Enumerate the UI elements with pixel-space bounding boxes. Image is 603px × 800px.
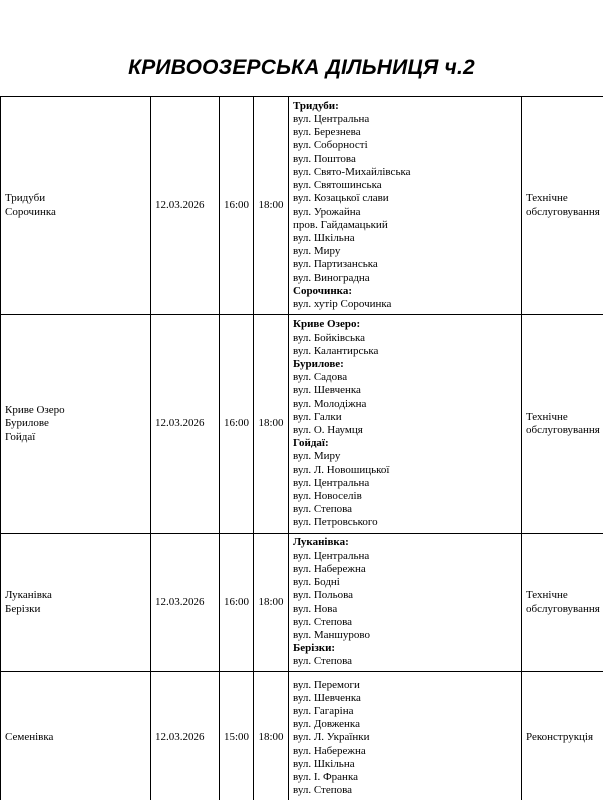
outage-schedule-table [0,96,603,800]
work-type-cell [522,315,603,534]
street-item: вул. Нова [293,602,338,615]
end-time-cell: 18:00 [254,315,289,534]
work-type-text: Технічне [526,589,568,602]
street-item: вул. Бойківська [293,331,366,344]
work-type-text: Реконструкція [526,731,594,744]
table-row [1,315,603,534]
street-item: вул. Шевченка [293,384,361,397]
settlements-cell [1,315,151,534]
work-type-cell [522,534,603,672]
street-item: вул. Степова [293,503,353,516]
date-cell: 12.03.2026 [151,97,220,315]
street-item: вул. Миру [293,450,341,463]
start-time-cell: 15:00 [220,672,254,800]
street-item: вул. Набережна [293,562,366,575]
work-type-cell [522,97,603,315]
table-row [1,97,603,315]
street-item: вул. Шевченка [293,691,361,704]
street-item: вул. хутір Сорочинка [293,297,392,310]
start-time-cell: 16:00 [220,97,254,315]
settlement-name: Сорочинка [5,205,56,218]
street-item: вул. Л. Українки [293,731,370,744]
street-item: вул. Бодні [293,576,340,589]
settlement-heading: Берізки: [293,642,336,655]
street-item: вул. Центральна [293,549,370,562]
settlements-cell [1,97,151,315]
street-item: вул. Виноградна [293,271,370,284]
street-item: пров. Гайдамацький [293,218,388,231]
date-cell: 12.03.2026 [151,315,220,534]
street-item: вул. Миру [293,245,341,258]
street-item: вул. Козацької слави [293,192,389,205]
work-type-text: Технічне [526,410,568,423]
addresses-cell [289,534,522,672]
street-item: вул. Набережна [293,744,366,757]
addresses-cell [289,97,522,315]
addresses-cell [289,672,522,800]
street-item: вул. Гагаріна [293,704,354,717]
settlement-heading: Бурилове: [293,357,344,370]
table-row [1,672,603,800]
settlement-heading: Тридуби: [293,99,339,112]
start-time-cell: 16:00 [220,315,254,534]
work-type-text: обслуговування [526,424,600,436]
end-time-cell: 18:00 [254,534,289,672]
street-item: вул. Святошинська [293,179,382,192]
street-item: вул. Шкільна [293,757,355,770]
addresses-cell [289,315,522,534]
street-item: вул. Молодіжна [293,397,367,410]
street-item: вул. Калантирська [293,344,379,357]
street-item: вул. Центральна [293,113,370,126]
settlement-heading: Сорочинка: [293,284,352,297]
street-item: вул. Степова [293,784,353,797]
street-item: вул. Петровського [293,516,378,529]
settlement-name: Гойдаї [5,430,36,443]
street-item: вул. Л. Новошицької [293,463,390,476]
settlements-cell [1,534,151,672]
street-item: вул. Степова [293,655,353,668]
street-item: вул. Садова [293,371,348,384]
date-cell: 12.03.2026 [151,534,220,672]
street-item: вул. Поштова [293,152,356,165]
table-row [1,534,603,672]
street-item: вул. Галки [293,410,342,423]
settlement-name: Семенівка [5,731,54,744]
street-item: вул. Польова [293,589,354,602]
street-item: вул. Центральна [293,476,370,489]
street-item: вул. Шкільна [293,231,355,244]
street-item: вул. Березнева [293,126,361,139]
settlement-name: Бурилове [5,417,49,430]
date-cell: 12.03.2026 [151,672,220,800]
settlements-cell [1,672,151,800]
start-time-cell: 16:00 [220,534,254,672]
end-time-cell: 18:00 [254,672,289,800]
end-time-cell: 18:00 [254,97,289,315]
settlement-heading: Криве Озеро: [293,318,361,331]
page-title: КРИВООЗЕРСЬКА ДІЛЬНИЦЯ ч.2 [128,56,475,79]
settlement-heading: Луканівка: [293,536,349,549]
settlement-name: Тридуби [5,192,46,205]
street-item: вул. Маншурово [293,628,370,641]
street-item: вул. О. Наумця [293,424,363,436]
work-type-cell [522,672,603,800]
settlement-name: Берізки [5,602,41,615]
street-item: вул. Партизанська [293,258,378,271]
street-item: вул. Степова [293,615,353,628]
street-item: вул. Довженка [293,718,360,731]
settlement-name: Луканівка [5,589,52,602]
street-item: вул. Новоселів [293,490,362,503]
street-item: вул. Перемоги [293,678,360,691]
work-type-text: обслуговування [526,205,600,218]
street-item: вул. Свято-Михайлівська [293,165,411,178]
street-item: вул. Урожайна [293,205,361,218]
street-item: вул. І. Франка [293,771,359,783]
settlement-name: Криве Озеро [5,404,65,417]
work-type-text: обслуговування [526,602,600,615]
settlement-heading: Гойдаї: [293,437,329,450]
work-type-text: Технічне [526,192,568,205]
street-item: вул. Соборності [293,139,368,152]
